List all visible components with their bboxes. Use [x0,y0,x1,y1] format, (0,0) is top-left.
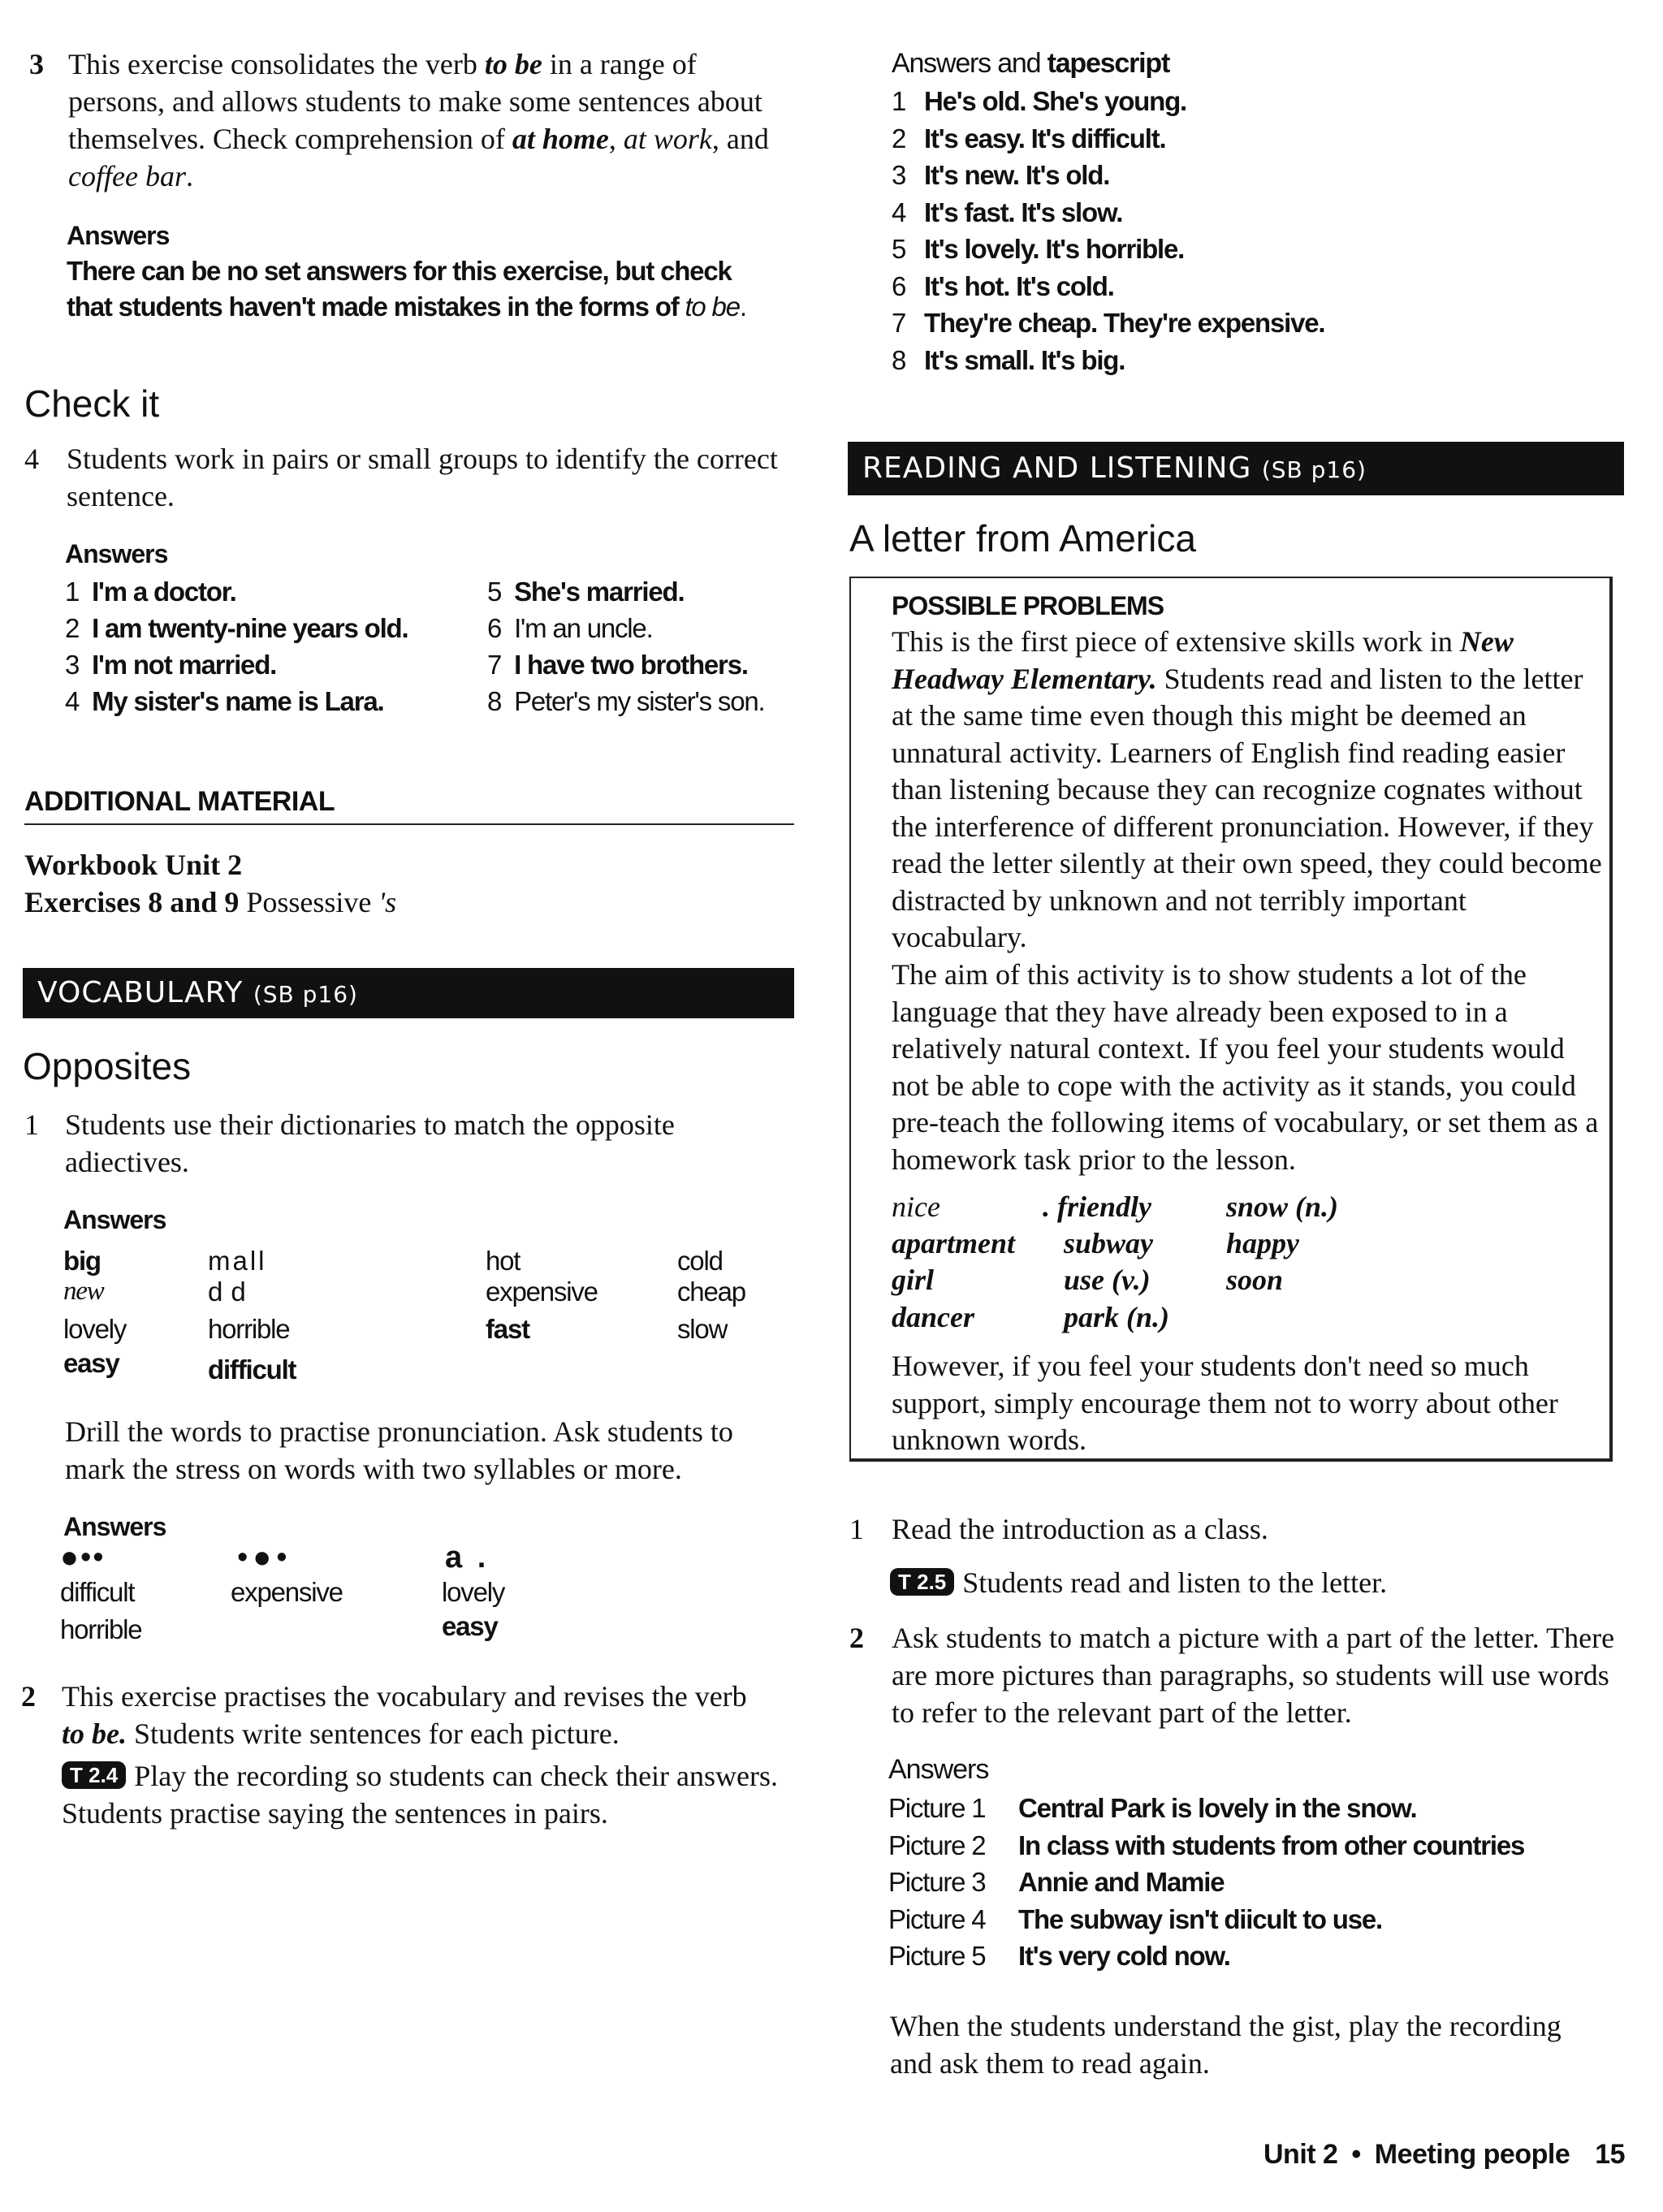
vocabulary-exercise-2 [21,1678,793,1752]
item-text: I have two brothers. [514,650,748,680]
tapescript-list [892,83,1622,378]
text-run: at home [512,123,609,155]
list-item [487,646,748,683]
reading-exercise-1 [849,1510,1621,1548]
vocab-item: dancer [892,1301,974,1333]
text-run: This exercise consolidates the verb [68,48,485,80]
exercise-3-text [68,45,796,195]
vocab-item: apartment [892,1227,1016,1259]
box-paragraph-1 [892,624,1606,957]
item-text: I'm a doctor. [92,577,236,607]
workbook-title: Workbook Unit 2 [24,849,243,881]
box-paragraph-2: The aim of this activity is to show students a lot of the language that they have already been exposed to in a relatively natural context. If you feel your students would not be able to cope with the activity as it stands, you could pre-teach the following items of vocabulary, or set them as a homework task prior to the lesson. [892,958,1599,1176]
list-item [888,1790,1619,1827]
text-run: , [608,123,624,155]
listening-instruction [890,1564,1621,1601]
stress-mark: •●• [237,1540,292,1575]
answers-heading: Answers [67,221,170,250]
text-run: This is the first piece of extensive skills work in [892,625,1460,658]
table-cell: slow [677,1314,728,1344]
table-cell: mall [208,1246,267,1276]
stress-word: lovely [442,1577,505,1607]
list-item [892,231,1622,268]
list-item [487,610,653,646]
table-cell: new [63,1277,104,1306]
item-number: 2 [65,613,80,643]
answers-heading: Answers [888,1754,989,1785]
item-number: 5 [487,577,502,607]
picture-label: Picture 1 [888,1793,986,1823]
footer-title: Meeting people [1374,2139,1570,2170]
table-cell: dd [208,1277,254,1307]
stress-word: horrible [60,1614,142,1644]
vocab-item: soon [1226,1264,1284,1296]
item-text: It's new. It's old. [924,160,1110,190]
item-text: He's old. She's young. [924,86,1187,116]
table-row [63,1273,794,1311]
bar-ref: (SB p16) [253,981,358,1008]
item-text: My sister's name is Lara. [92,686,384,716]
item-number: 6 [892,270,906,301]
text-run: Answers and [892,48,1047,79]
stress-word: difficult [60,1577,135,1607]
exercise-number: 2 [849,1622,864,1654]
table-cell: fast [486,1314,529,1344]
answers-heading: Answers [63,1512,166,1541]
item-number: 1 [892,86,906,116]
text-run: Possessive [239,886,379,918]
text-run: Students write sentences for each picture. [126,1717,620,1750]
vocab-item: snow (n.) [1226,1190,1339,1223]
table-cell: expensive [486,1277,598,1307]
text-run: , and [711,123,769,155]
text-run: at work [623,123,712,155]
section-heading-check-it: Check it [24,382,160,425]
picture-label: Picture 4 [888,1903,986,1934]
section-heading-opposites: Opposites [23,1045,192,1087]
vocab-item: use (v.) [1064,1264,1151,1296]
exercise-text [62,1678,776,1752]
item-text: I am twenty-nine years old. [92,613,408,643]
item-number: 7 [892,308,906,338]
table-cell: horrible [208,1314,290,1344]
opposites-table [63,1242,794,1405]
table-cell: difficult [208,1354,296,1385]
vocab-item: park (n.) [1064,1301,1170,1333]
list-item [65,683,383,719]
picture-label: Picture 3 [888,1867,986,1897]
item-number: 8 [892,344,906,375]
text-run: tapescript [1047,48,1170,79]
divider [24,823,794,825]
item-text: It's easy. It's difficult. [924,123,1166,153]
exercise-text: Ask students to match a picture with a part of the letter. There are more pictures than paragraphs, so students will use words to refer to the relevant part of the letter. [892,1622,1615,1729]
exercise-number: 3 [29,48,44,80]
exercise-3-answer [67,253,781,325]
table-cell: cold [677,1246,723,1276]
exercise-4-text: Students work in pairs or small groups to identify the correct sentence. [67,443,778,512]
exercise-number: 1 [849,1513,864,1545]
exercise-text: Students use their dictionaries to match the opposite adiectives. [65,1108,675,1178]
list-item [892,268,1622,305]
picture-answers [888,1790,1619,1975]
picture-label: Picture 5 [888,1941,986,1971]
list-item [487,683,764,719]
text-run: There can be no set answers for this exercise, but check that students haven't made mistakes in the forms of [67,256,732,322]
table-cell: lovely [63,1314,127,1344]
item-number: 2 [892,123,906,153]
answers-heading: Answers [65,539,168,568]
item-number: 3 [65,650,80,680]
exercise-number: 1 [24,1108,39,1141]
page-number: 15 [1595,2139,1626,2170]
picture-text: In class with students from other countries [1018,1830,1525,1860]
list-item [65,646,276,683]
exercise-3 [24,45,796,195]
vocab-item: . friendly [1043,1190,1151,1223]
item-number: 4 [65,686,80,716]
recording-instruction [62,1757,793,1832]
item-text: I'm an uncle. [514,613,653,643]
table-cell: easy [63,1348,119,1378]
section-heading-letter: A letter from America [849,517,1196,559]
vocab-item: nice [892,1190,940,1223]
vocab-item: subway [1064,1227,1154,1259]
stress-word: easy [442,1611,498,1641]
item-text: It's fast. It's slow. [924,197,1123,227]
vocabulary-exercise-1 [24,1106,796,1181]
exercise-number: 2 [21,1680,36,1713]
bar-title: VOCABULARY [37,976,244,1009]
picture-text: The subway isn't diicult to use. [1018,1903,1383,1934]
list-item [892,83,1622,120]
exercise-number: 4 [24,443,39,475]
text-run: This exercise practises the vocabulary and revises the verb [62,1680,747,1713]
track-badge[interactable]: T 2.5 [890,1568,954,1596]
item-number: 1 [65,577,80,607]
vocab-item: happy [1226,1227,1299,1259]
box-heading: POSSIBLE PROBLEMS [892,591,1164,620]
list-item [65,610,408,646]
bar-ref: (SB p16) [1261,456,1367,483]
item-number: 4 [892,197,906,227]
workbook-exercises [24,884,396,921]
page-footer [1263,2139,1625,2171]
stress-word: expensive [231,1577,343,1607]
item-text: It's lovely. It's horrible. [924,234,1185,264]
list-item [892,342,1622,379]
tapescript-heading [892,45,1169,82]
list-item [892,194,1622,231]
list-item [888,1864,1619,1901]
footer-unit: Unit 2 [1263,2139,1338,2170]
text-run: New Headway Elementary. [892,625,1514,695]
text-run: to be [484,48,542,80]
closing-text: When the students understand the gist, play the recording and ask them to read again. [890,2010,1561,2080]
picture-text: It's very cold now. [1018,1941,1230,1971]
possible-problems-box [849,577,1613,1462]
section-bar-reading-listening [848,442,1624,495]
exercise-text: Read the introduction as a class. [892,1513,1268,1545]
stress-mark: ●•• [60,1540,106,1575]
text-run: Students read and listen to the letter at the same time even though this might be deemed an unnatural activity. Learners of English find reading easier than listening because they can recognize cognates without the interference of different pronunciation. However, if they read the letter silently at their own speed, they could become distracted by unknown and not terribly important vocabulary. [892,662,1602,953]
track-badge[interactable]: T 2.4 [62,1761,126,1789]
item-number: 5 [892,234,906,264]
text-run: Exercises 8 and 9 [24,886,240,918]
list-item [888,1827,1619,1864]
list-item [892,305,1622,342]
exercise-4 [24,440,796,515]
item-number: 7 [487,650,502,680]
table-row [63,1348,794,1389]
item-text: They're cheap. They're expensive. [924,308,1325,338]
item-text: I'm not married. [92,650,277,680]
stress-patterns [60,1540,628,1670]
text-run: Students read and listen to the letter. [962,1566,1388,1599]
reading-exercise-2 [849,1619,1629,1731]
table-cell: big [63,1246,101,1276]
section-bar-vocabulary [23,968,794,1018]
table-cell: cheap [677,1277,745,1307]
text-run: in a range of persons, and allows students to make some sentences about themselves. Check comprehension of [68,48,762,155]
list-item [888,1938,1619,1975]
vocab-item: girl [892,1264,935,1296]
table-row [63,1311,794,1348]
picture-text: Annie and Mamie [1018,1867,1225,1897]
text-run: coffee bar [68,160,186,192]
drill-text: Drill the words to practise pronunciation. Ask students to mark the stress on words with two syllables or more. [65,1415,733,1485]
list-item [487,573,684,610]
text-run: Play the recording so students can check their answers. Students practise saying the sentences in pairs. [62,1760,779,1830]
answers-heading: Answers [63,1205,166,1234]
text-run: to be. [62,1717,127,1750]
list-item [888,1901,1619,1938]
picture-text: Central Park is lovely in the snow. [1018,1793,1417,1823]
item-text: It's small. It's big. [924,344,1125,375]
item-text: She's married. [514,577,685,607]
item-text: Peter's my sister's son. [514,686,765,716]
box-paragraph-3: However, if you feel your students don't need so much support, simply encourage them not to worry about other unknown words. [892,1350,1558,1456]
additional-material-heading: ADDITIONAL MATERIAL [24,786,335,817]
text-run: . [739,292,746,322]
text-run: to be [685,292,740,322]
stress-mark: a . [445,1540,490,1575]
item-number: 3 [892,160,906,190]
list-item [892,157,1622,194]
list-item [892,120,1622,158]
item-number: 8 [487,686,502,716]
item-number: 6 [487,613,502,643]
footer-separator: • [1351,2139,1361,2170]
list-item [65,573,236,610]
text-run: 's [378,886,397,918]
text-run: . [185,160,193,192]
bar-title: READING AND LISTENING [862,451,1252,485]
table-cell: hot [486,1246,520,1276]
picture-label: Picture 2 [888,1830,986,1860]
item-text: It's hot. It's cold. [924,270,1114,301]
vocab-items [892,1189,1606,1343]
